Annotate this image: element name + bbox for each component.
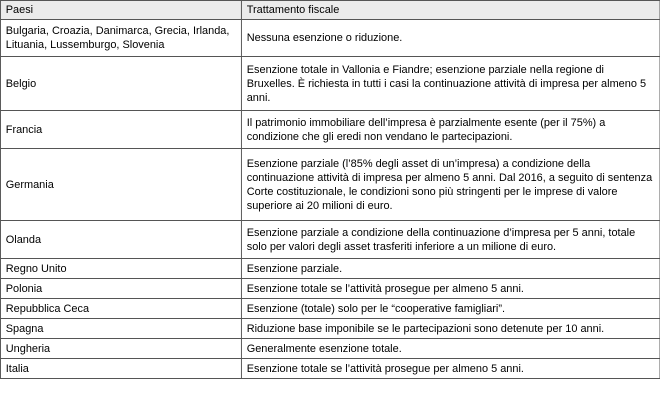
country-cell: Francia: [0, 111, 241, 149]
table-row: [0, 299, 660, 319]
country-cell: Spagna: [0, 319, 241, 339]
table-row: [0, 279, 660, 299]
treatment-cell: Il patrimonio immobiliare dell’impresa è parzialmente esente (per il 75%) a condizione che gli eredi non vendano le partecipazioni.: [241, 111, 660, 149]
header-treatment: Trattamento fiscale: [241, 1, 660, 20]
treatment-cell: Esenzione parziale.: [241, 259, 660, 279]
table-row: [0, 221, 660, 259]
table-row: [0, 359, 660, 379]
treatment-cell: Generalmente esenzione totale.: [241, 339, 660, 359]
country-cell: Italia: [0, 359, 241, 379]
table-row: [0, 57, 660, 111]
country-cell: Olanda: [0, 221, 241, 259]
country-cell: Regno Unito: [0, 259, 241, 279]
country-cell: Repubblica Ceca: [0, 299, 241, 319]
treatment-cell: Esenzione parziale a condizione della continuazione d’impresa per 5 anni, totale solo per valori degli asset trasferiti inferiore a un milione di euro.: [241, 221, 660, 259]
treatment-cell: Esenzione totale se l’attività prosegue per almeno 5 anni.: [241, 359, 660, 379]
header-country: Paesi: [0, 1, 241, 20]
table-row: [0, 20, 660, 57]
country-cell: Belgio: [0, 57, 241, 111]
country-cell: Bulgaria, Croazia, Danimarca, Grecia, Irlanda, Lituania, Lussemburgo, Slovenia: [0, 20, 241, 57]
table-header-row: [0, 1, 660, 20]
treatment-cell: Riduzione base imponibile se le partecipazioni sono detenute per 10 anni.: [241, 319, 660, 339]
treatment-cell: Esenzione (totale) solo per le “cooperative famigliari”.: [241, 299, 660, 319]
table-row: [0, 259, 660, 279]
table-row: [0, 339, 660, 359]
table-row: [0, 149, 660, 221]
country-cell: Ungheria: [0, 339, 241, 359]
table-row: [0, 111, 660, 149]
treatment-cell: Nessuna esenzione o riduzione.: [241, 20, 660, 57]
treatment-cell: Esenzione parziale (l’85% degli asset di un’impresa) a condizione della continuazione attività di impresa per almeno 5 anni. Dal 2016, a seguito di sentenza Corte costituzionale, le condizioni sono più stringenti per le imprese di valore superiore ai 20 milioni di euro.: [241, 149, 660, 221]
table-row: [0, 319, 660, 339]
treatment-cell: Esenzione totale in Vallonia e Fiandre; esenzione parziale nella regione di Bruxelles. È richiesta in tutti i casi la continuazione attività di impresa per almeno 5 anni.: [241, 57, 660, 111]
country-cell: Polonia: [0, 279, 241, 299]
treatment-cell: Esenzione totale se l’attività prosegue per almeno 5 anni.: [241, 279, 660, 299]
country-cell: Germania: [0, 149, 241, 221]
